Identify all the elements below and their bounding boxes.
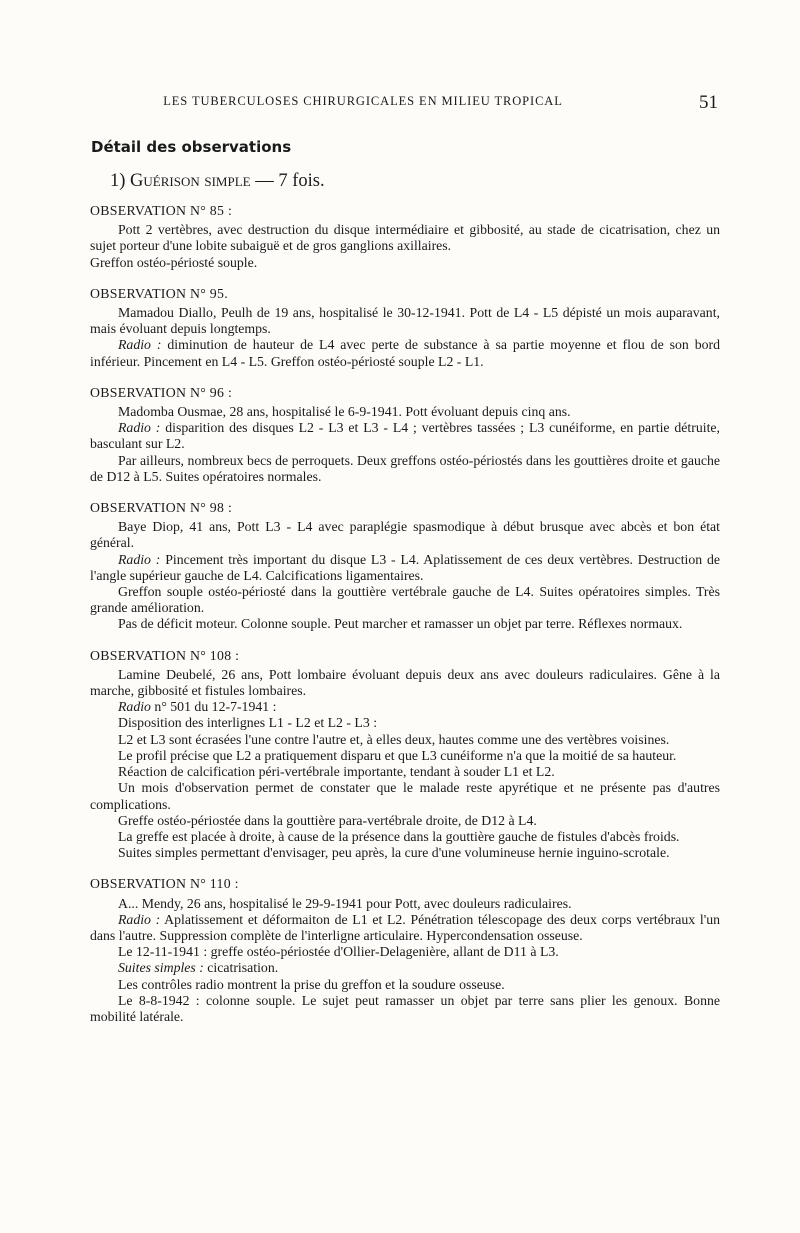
paragraph-text: Pincement très important du disque L3 - L4. Aplatissement de ces deux vertèbres. Destruction de l'angle supérieur gauche de L4. Calcifications ligamentaires. (90, 551, 721, 583)
observation-block (90, 286, 720, 370)
paragraph-text: Madomba Ousmae, 28 ans, hospitalisé le 6-9-1941. Pott évoluant depuis cinq ans. (118, 404, 571, 420)
subsection-heading (110, 171, 325, 192)
observation-paragraph (90, 845, 720, 861)
paragraph-text: Lamine Deubelé, 26 ans, Pott lombaire évoluant depuis deux ans avec douleurs radiculaires. Gêne à la marche, gibbosité et fistules lombaires. (90, 666, 720, 699)
observation-paragraph (90, 404, 720, 420)
paragraph-text: Pas de déficit moteur. Colonne souple. Peut marcher et ramasser un objet par terre. Réflexes normaux. (118, 616, 683, 632)
subsection-count: — 7 fois. (255, 171, 325, 191)
paragraph-text: L2 et L3 sont écrasées l'une contre l'autre et, à elles deux, hautes comme une des vertèbres voisines. (118, 731, 670, 747)
paragraph-text: Mamadou Diallo, Peulh de 19 ans, hospitalisé le 30-12-1941. Pott de L4 - L5 dépisté un mois auparavant, mais évoluant depuis longtemps. (90, 305, 720, 337)
paragraph-text: disparition des disques L2 - L3 et L3 - L4 ; vertèbres tassées ; L3 cunéiforme, en partie détruite, basculant sur L2. (90, 420, 720, 452)
observation-block (90, 876, 720, 1025)
observation-paragraph (90, 912, 720, 944)
observation-paragraph (90, 552, 720, 584)
observation-paragraph (90, 780, 720, 812)
observation-paragraph (90, 420, 720, 452)
paragraph-text: Aplatissement et déformaiton de L1 et L2. Pénétration télescopage des deux corps vertébraux l'un dans l'autre. Suppression complète de l'interligne articulaire. Hypercondensation osseuse. (90, 911, 721, 943)
observation-paragraph (90, 993, 720, 1025)
observation-title: OBSERVATION N° 98 : (90, 500, 233, 516)
paragraph-text: Pott 2 vertèbres, avec destruction du disque intermédiaire et gibbosité, au stade de cicatrisation, chez un sujet porteur d'une lobite subaiguë et de gros ganglions axillaires. (90, 222, 720, 254)
observation-paragraph (90, 732, 720, 748)
observation-paragraph (90, 944, 720, 960)
observation-paragraph (90, 748, 720, 764)
paragraph-text: Réaction de calcification péri-vertébrale importante, tendant à souder L1 et L2. (118, 764, 555, 780)
paragraph-lead: Radio : (118, 551, 161, 567)
observation-block (90, 500, 720, 633)
paragraph-text: Greffon souple ostéo-périosté dans la gouttière vertébrale gauche de L4. Suites opératoires simples. Très grande amélioration. (90, 584, 720, 616)
observation-paragraph (90, 715, 720, 731)
observation-paragraph (90, 813, 720, 829)
observation-paragraph (90, 977, 720, 993)
running-head: LES TUBERCULOSES CHIRURGICALES EN MILIEU TROPICAL (163, 94, 563, 108)
observation-title: OBSERVATION N° 95. (90, 285, 228, 301)
paragraph-text: Le 8-8-1942 : colonne souple. Le sujet peut ramasser un objet par terre sans plier les genoux. Bonne mobilité latérale. (90, 992, 720, 1024)
paragraph-lead: Radio : (118, 911, 161, 927)
paragraph-text: Le 12-11-1941 : greffe ostéo-périostée d'Ollier-Delagenière, allant de D11 à L3. (118, 944, 559, 960)
paragraph-lead: Radio : (118, 337, 162, 353)
subsection-label: Guérison simple (130, 171, 251, 191)
paragraph-text: Le profil précise que L2 a pratiquement disparu et que L3 cunéiforme n'a que la moitié de sa hauteur. (118, 747, 677, 763)
observation-paragraph (90, 305, 720, 337)
paragraph-lead: Radio (118, 699, 151, 715)
observation-title: OBSERVATION N° 96 : (90, 384, 233, 400)
paragraph-lead: Suites simples : (118, 960, 204, 976)
observation-block (90, 385, 720, 485)
observation-paragraph (90, 699, 720, 715)
observation-paragraph (90, 764, 720, 780)
paragraph-text: Greffe ostéo-périostée dans la gouttière para-vertébrale droite, de D12 à L4. (118, 812, 537, 828)
subsection-number: 1) (110, 171, 126, 191)
paragraph-lead: Radio : (118, 420, 161, 436)
section-heading: Détail des observations (91, 138, 292, 156)
observation-paragraph (90, 616, 720, 632)
observation-paragraph (90, 255, 720, 271)
observation-title: OBSERVATION N° 108 : (90, 647, 240, 663)
observation-paragraph (90, 453, 720, 485)
paragraph-text: Greffon ostéo-périosté souple. (90, 254, 258, 270)
paragraph-text: Par ailleurs, nombreux becs de perroquets. Deux greffons ostéo-périostés dans les gouttières droite et gauche de D12 à L5. Suites opératoires normales. (90, 452, 720, 484)
paragraph-text: Suites simples permettant d'envisager, peu après, la cure d'une volumineuse hernie inguino-scrotale. (118, 845, 670, 861)
observation-block (90, 203, 720, 271)
observation-paragraph (90, 896, 720, 912)
observation-block (90, 648, 720, 862)
observation-paragraph (90, 667, 720, 699)
paragraph-text: Baye Diop, 41 ans, Pott L3 - L4 avec paraplégie spasmodique à début brusque avec abcès et bon état général. (90, 519, 720, 551)
observation-title: OBSERVATION N° 85 : (90, 203, 233, 218)
paragraph-text: A... Mendy, 26 ans, hospitalisé le 29-9-1941 pour Pott, avec douleurs radiculaires. (118, 895, 572, 911)
observation-paragraph (90, 222, 720, 254)
observation-paragraph (90, 519, 720, 551)
paragraph-text: Un mois d'observation permet de constater que le malade reste apyrétique et ne présente pas d'autres complications. (90, 780, 720, 812)
observation-paragraph (90, 960, 720, 976)
paragraph-text: diminution de hauteur de L4 avec perte de substance à sa partie moyenne et flou de son bord inférieur. Pincement en L4 - L5. Greffon ostéo-périosté souple L2 - L1. (90, 337, 720, 369)
observation-paragraph (90, 829, 720, 845)
observation-paragraph (90, 337, 720, 369)
paragraph-text: n° 501 du 12-7-1941 : (150, 699, 277, 715)
observations-body (90, 203, 720, 1040)
paragraph-text: Les contrôles radio montrent la prise du greffon et la soudure osseuse. (118, 976, 505, 992)
observation-title: OBSERVATION N° 110 : (90, 876, 239, 892)
page-number: 51 (699, 92, 718, 113)
paragraph-text: Disposition des interlignes L1 - L2 et L2 - L3 : (118, 715, 378, 731)
observation-paragraph (90, 584, 720, 616)
paragraph-text: cicatrisation. (203, 960, 279, 976)
paragraph-text: La greffe est placée à droite, à cause de la présence dans la gouttière gauche de fistules d'abcès froids. (118, 828, 680, 844)
